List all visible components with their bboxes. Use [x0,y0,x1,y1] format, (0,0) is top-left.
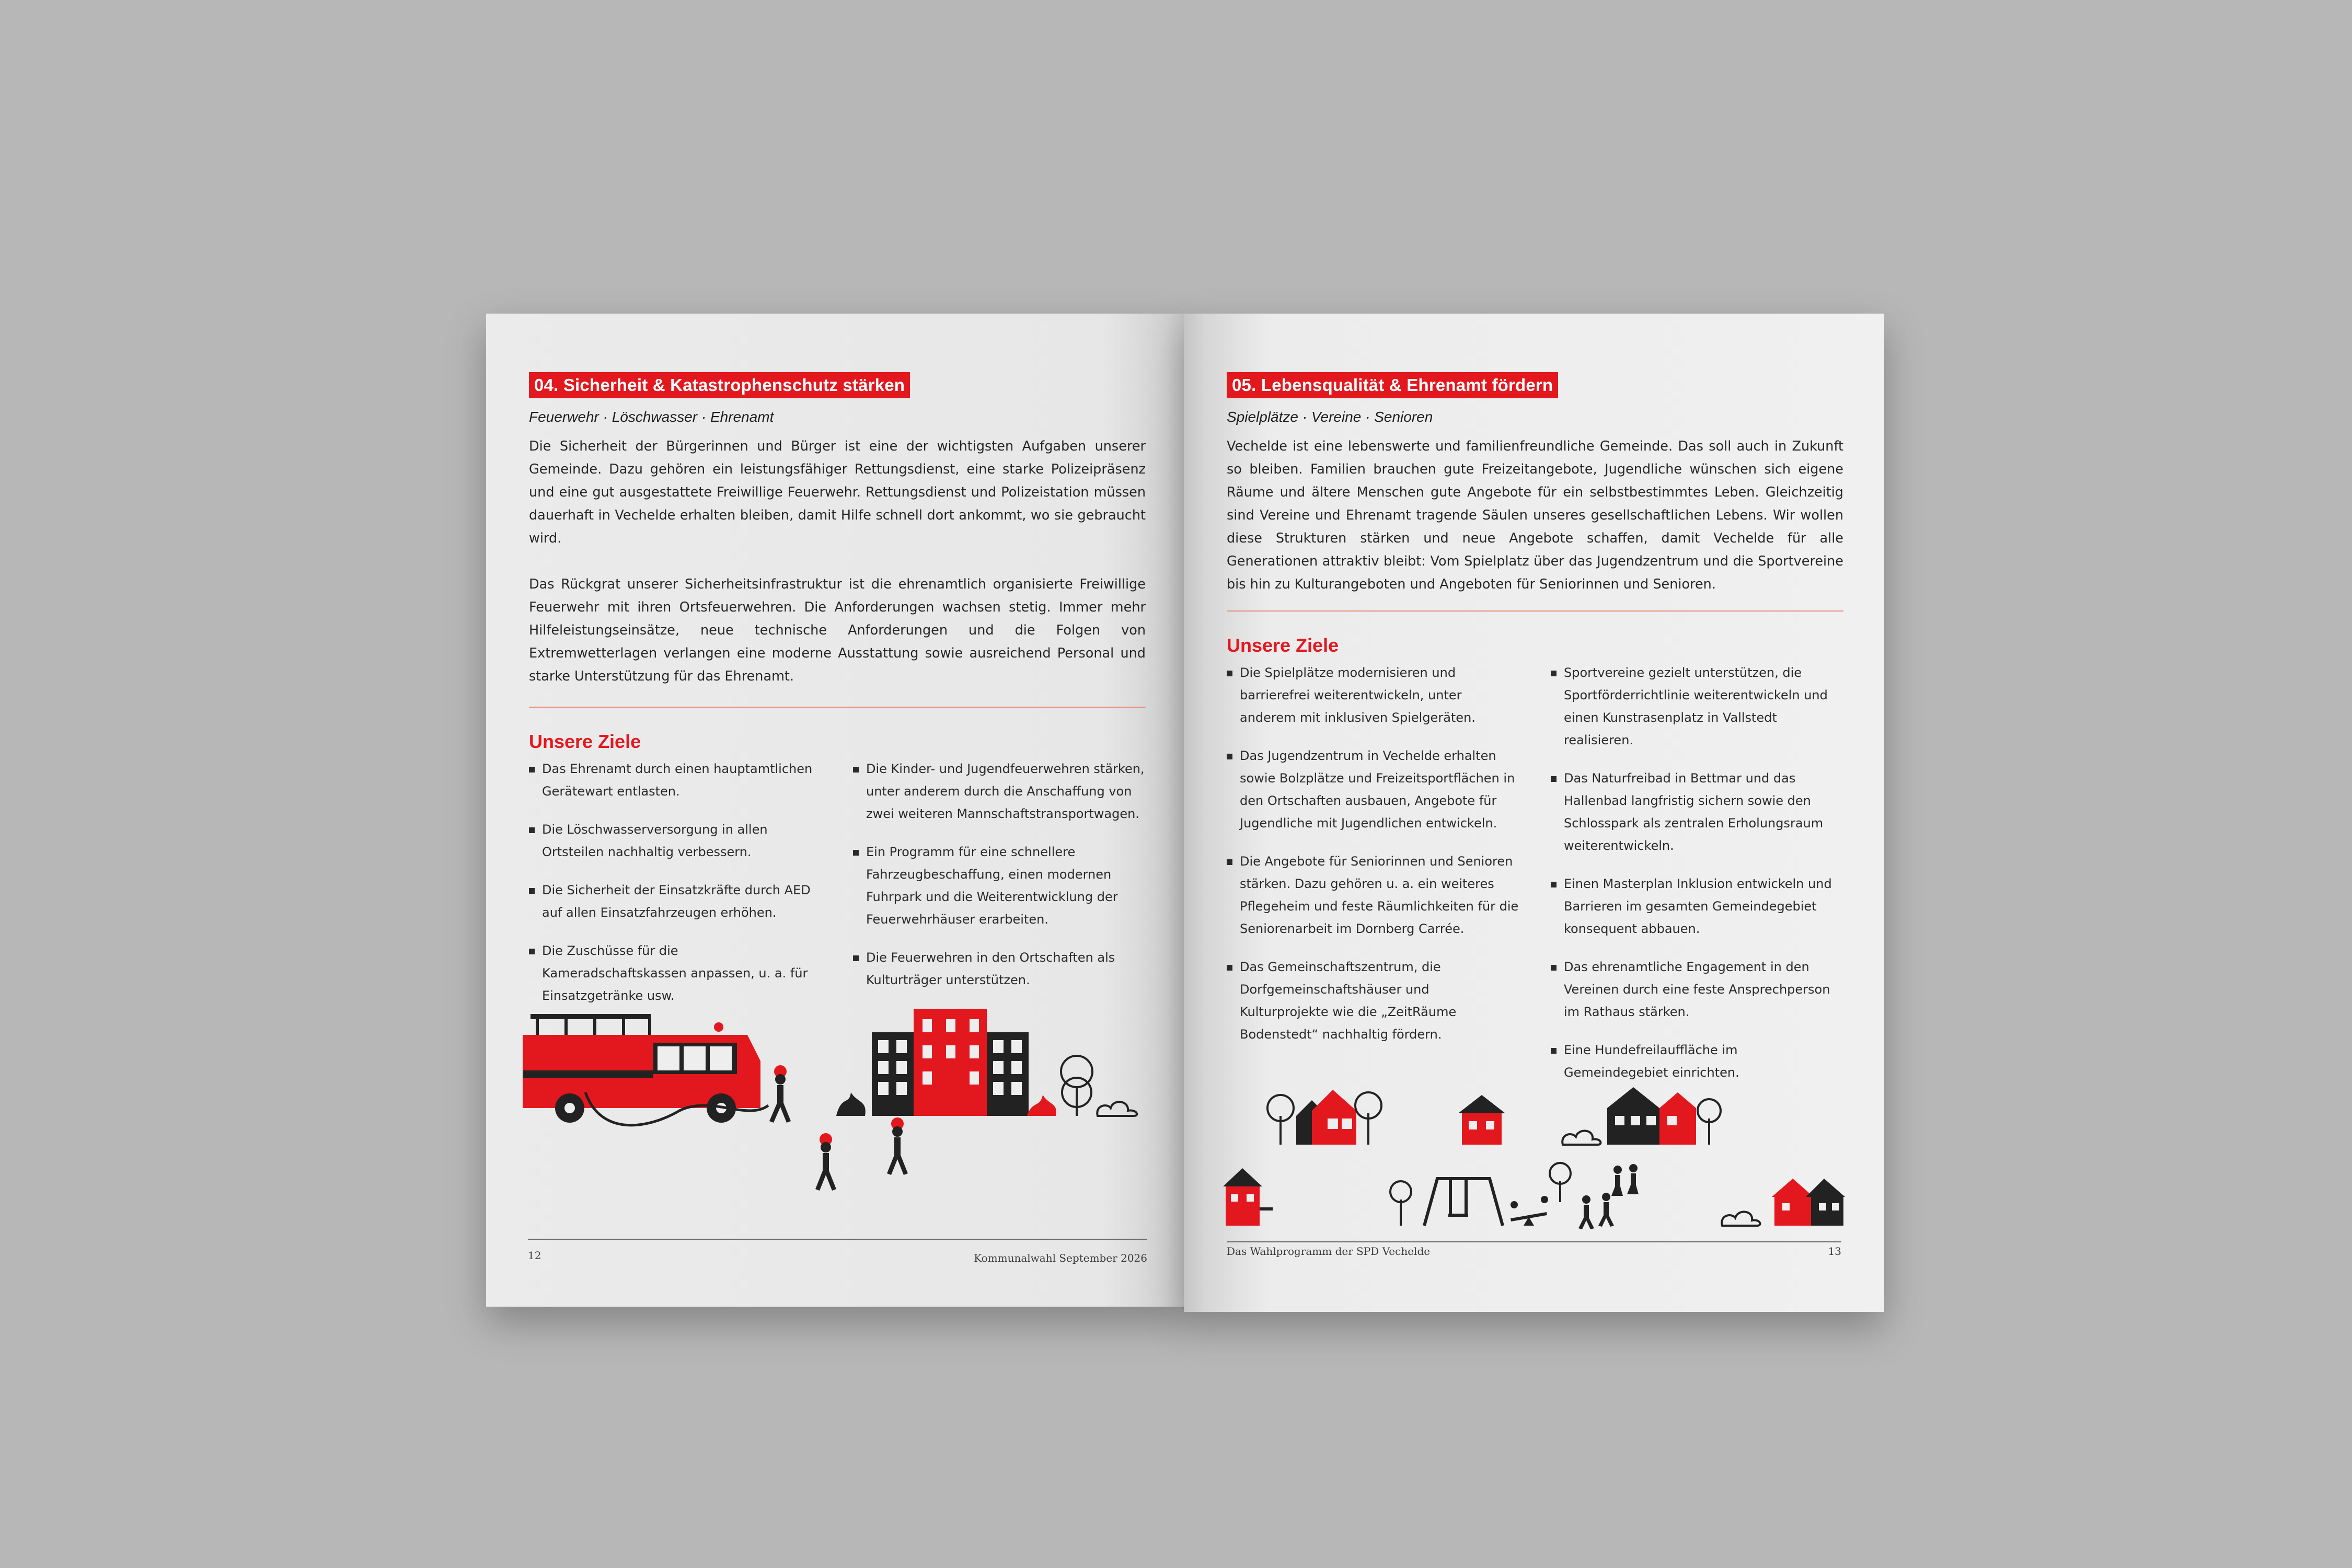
bullet-icon [1551,965,1557,971]
list-item [529,879,822,924]
list-item-text: Die Spielplätze modernisieren und barrierefrei weiterentwickeln, unter anderem mit inklusiven Spielgeräten. [1240,665,1475,725]
list-item [1227,956,1519,1046]
list-item [1551,662,1843,752]
right-page [1184,314,1884,1312]
list-item [1227,745,1519,835]
bullet-icon [853,850,859,856]
bullet-icon [1551,1048,1557,1054]
list-item [1551,873,1843,940]
intro-paragraph-1: Die Sicherheit der Bürgerinnen und Bürger ist eine der wichtigsten Aufgaben unserer Gemeinde. Dazu gehören ein leistungsfähiger Rettungsdienst, eine starke Polizeipräsenz und eine gut ausgestattete Freiwillige Feuerwehr. Rettungsdienst und Polizeistation müssen dauerhaft in Vechelde erhalten bleiben, damit Hilfe schnell dort ankommt, wo sie gebraucht wird. [529,439,1146,546]
cloud-icon [1722,1212,1760,1226]
fire-flame-icon [1027,1095,1056,1116]
section-subtitle: Spielplätze · Vereine · Senioren [1227,409,1433,425]
list-item [1551,956,1843,1023]
bullet-icon [1551,671,1557,676]
divider-rule [529,707,1146,708]
tree-icon [1698,1099,1721,1145]
bullet-icon [1227,965,1232,971]
list-item-text: Die Kinder- und Jugendfeuerwehren stärken, unter anderem durch die Anschaffung von zwei weiteren Mannschaftstransportwagen. [866,762,1145,821]
footer-rule [1227,1241,1841,1242]
fire-flame-icon [836,1092,866,1116]
list-item-text: Die Feuerwehren in den Ortschaften als Kulturträger unterstützen. [866,950,1115,987]
list-item [853,947,1146,991]
list-item-text: Das Jugendzentrum in Vechelde erhalten sowie Bolzplätze und Freizeitsportflächen in den Ortschaften ausbauen, Angebote für Jugendliche mit Jugendlichen entwickeln. [1240,748,1515,831]
cloud-icon [1562,1131,1600,1145]
house-icon [1223,1168,1273,1226]
list-item-text: Einen Masterplan Inklusion entwickeln und Barrieren im gesamten Gemeindegebiet konsequent abbauen. [1564,877,1832,936]
ziele-column-2 [1551,662,1843,1100]
list-item-text: Die Löschwasserversorgung in allen Ortsteilen nachhaltig verbessern. [542,822,768,859]
list-item-text: Das Ehrenamt durch einen hauptamtlichen Gerätewart entlasten. [542,762,813,799]
ziele-columns [529,758,1146,1023]
list-item [529,758,822,803]
list-item-text: Sportvereine gezielt unterstützen, die Sportförderrichtlinie weiterentwickeln und einen Kunstrasenplatz in Vallstedt realisieren. [1564,665,1828,747]
footer-text: Das Wahlprogramm der SPD Vechelde [1227,1245,1431,1258]
bullet-icon [1551,776,1557,782]
house-icon [1296,1090,1356,1145]
ziele-column-2 [853,758,1146,1023]
ziele-heading: Unsere Ziele [529,731,641,752]
bullet-icon [529,888,535,894]
list-item [529,818,822,863]
bullet-icon [853,767,859,773]
list-item [853,841,1146,931]
house-icon [1458,1095,1505,1145]
footer-text: Kommunalwahl September 2026 [974,1252,1147,1264]
divider-rule [1227,610,1843,612]
house-icon [1772,1179,1845,1226]
right-page-content [1227,372,1843,1100]
list-item [853,758,1146,825]
fire-brigade-illustration [523,1009,1150,1197]
swing-icon [1424,1179,1503,1226]
bullet-icon [1227,754,1232,759]
children-playing-icon [1578,1164,1639,1229]
ziele-column-1 [1227,662,1519,1100]
left-page [486,314,1186,1307]
list-item-text: Das Gemeinschaftszentrum, die Dorfgemeinschaftshäuser und Kulturprojekte wie die „ZeitRäume Bodenstedt“ nachhaltig fördern. [1240,960,1457,1042]
cloud-icon [1097,1102,1137,1116]
list-item-text: Die Sicherheit der Einsatzkräfte durch AED auf allen Einsatzfahrzeugen erhöhen. [542,883,811,920]
bullet-icon [1227,671,1232,676]
ziele-heading: Unsere Ziele [1227,635,1339,656]
section-title: 05. Lebensqualität & Ehrenamt fördern [1227,372,1558,398]
firefighter-icon [815,1133,836,1191]
ziele-columns [1227,662,1843,1100]
intro-paragraph-2: Das Rückgrat unserer Sicherheitsinfrastruktur ist die ehrenamtlich organisierte Freiwillige Feuerwehr mit ihren Ortsfeuerwehren. Die Anforderungen wachsen stetig. Immer mehr Hilfeleistungseinsätze, neue technische Anforderungen und die Folgen von Extremwetterlagen verlangen eine moderne Ausstattung sowie ausreichend Personal und starke Unterstützung für das Ehrenamt. [529,577,1146,684]
tree-icon [1355,1092,1381,1145]
list-item [1227,850,1519,940]
list-item-text: Die Zuschüsse für die Kameradschaftskassen anpassen, u. a. für Einsatzgetränke usw. [542,943,808,1003]
list-item [529,940,822,1007]
list-item [1551,767,1843,857]
village-playground-illustration [1220,1066,1848,1254]
bullet-icon [853,955,859,961]
section-subtitle: Feuerwehr · Löschwasser · Ehrenamt [529,409,774,425]
page-number: 12 [528,1249,541,1262]
firefighter-icon [887,1117,908,1175]
bullet-icon [1551,882,1557,887]
intro-paragraph: Vechelde ist eine lebenswerte und familienfreundliche Gemeinde. Das soll auch in Zukunft so bleiben. Familien brauchen gute Freizeitangebote, Jugendliche wünschen sich eigene Räume und ältere Menschen gute Angebote für ein selbstbestimmtes Leben. Gleichzeitig sind Vereine und Ehrenamt tragende Säulen unseres gesellschaftlichen Lebens. Wir wollen diese Strukturen stärken und neue Angebote schaffen, damit Vechelde für alle Generationen attraktiv bleibt: Vom Spielplatz über das Jugendzentrum und die Sportvereine bis hin zu Kulturangeboten und Angeboten für Seniorinnen und Senioren. [1227,439,1843,592]
tree-icon [1061,1056,1092,1116]
list-item-text: Eine Hundefreilauffläche im Gemeindegebiet einrichten. [1564,1043,1739,1080]
tree-icon [1267,1095,1294,1145]
bullet-icon [529,767,535,773]
footer-rule [528,1239,1147,1240]
apartment-houses-icon [1607,1087,1696,1145]
list-item-text: Das Naturfreibad in Bettmar und das Hallenbad langfristig sichern sowie den Schlosspark als zentralen Erholungsraum weiterentwickeln. [1564,771,1824,853]
list-item [1227,662,1519,729]
ziele-column-1 [529,758,822,1023]
left-page-content [529,372,1146,1023]
bullet-icon [1227,859,1232,865]
buildings-icon [872,1009,1029,1116]
bullet-icon [529,949,535,954]
bullet-icon [529,827,535,833]
list-item-text: Ein Programm für eine schnellere Fahrzeugbeschaffung, einen modernen Fuhrpark und die Weiterentwicklung der Feuerwehrhäuser erarbeiten. [866,845,1118,927]
page-number: 13 [1828,1245,1841,1258]
list-item-text: Die Angebote für Seniorinnen und Senioren stärken. Dazu gehören u. a. ein weiteres Pflegeheim und feste Räumlichkeiten für die Seniorenarbeit im Dornberg Carrée. [1240,854,1519,936]
seesaw-icon [1511,1196,1548,1226]
firefighter-icon [769,1065,791,1123]
section-title: 04. Sicherheit & Katastrophenschutz stärken [529,372,910,398]
tree-icon [1390,1181,1411,1226]
tree-icon [1550,1163,1571,1202]
list-item-text: Das ehrenamtliche Engagement in den Vereinen durch eine feste Ansprechperson im Rathaus stärken. [1564,960,1830,1019]
